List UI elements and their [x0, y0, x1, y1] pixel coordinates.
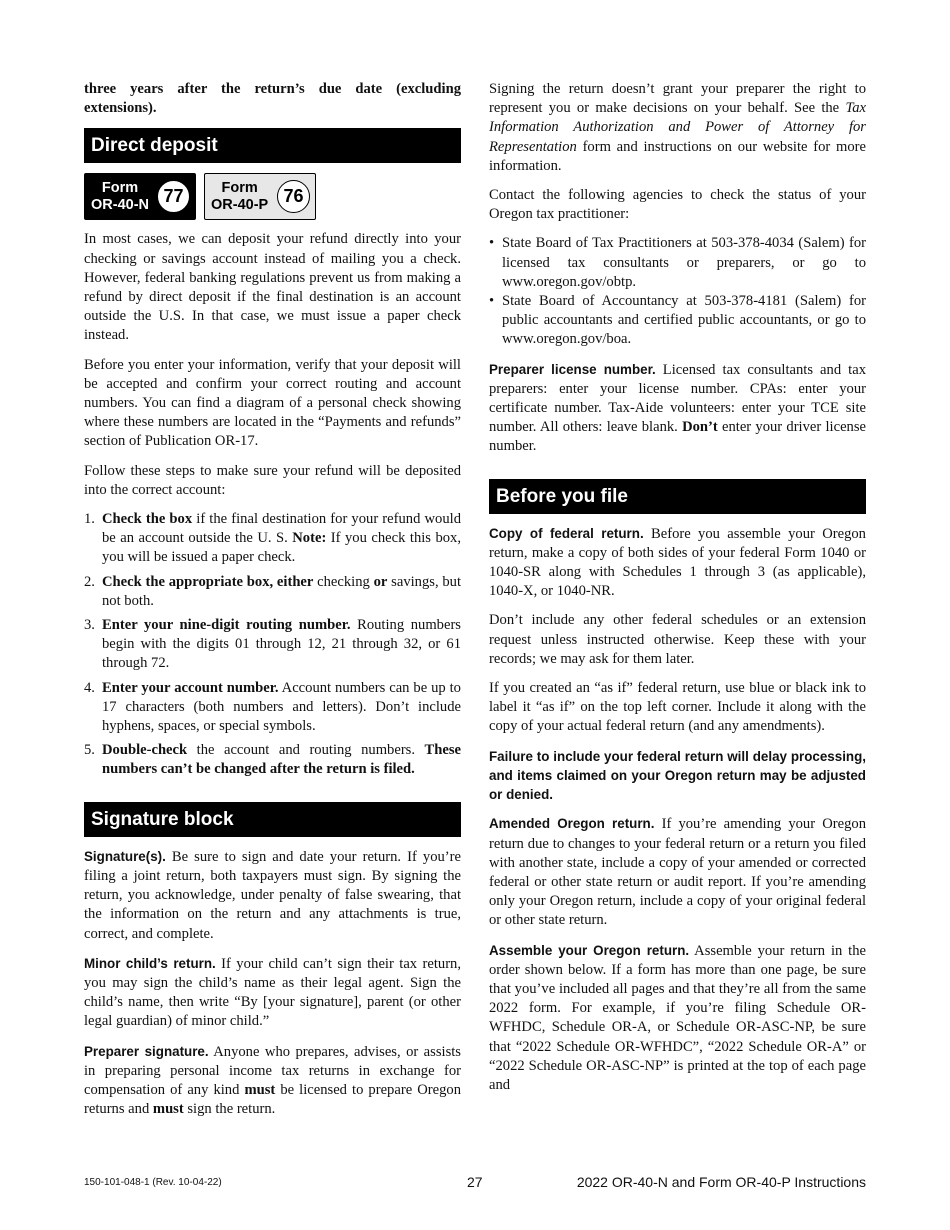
right-column — [489, 80, 866, 1105]
assemble-return-paragraph: Assemble your Oregon return. Assemble your return in the order shown below. If a form has more than one page, be sure that you’ve included all pages and that they’re all from the same 2022 form. For example, if you’re filing Schedule OR-WFHDC, Schedule OR-A, or Schedule OR-ASC-NP, be sure that “2022 Schedule OR-WFHDC”, “2022 Schedule OR-A” or “2022 Schedule OR-ASC-NP” is printed at the top of each page and — [489, 942, 866, 1093]
amended-return-paragraph: Amended Oregon return. If you’re amending your Oregon return due to changes to your federal return or a return you filed with another state, include a copy of your amended or corrected federal or other state return or audit report. If you’re amending only your Oregon return, include a copy of your original federal or other state return. — [489, 816, 866, 929]
list-item: • State Board of Accountancy at 503-378-4181 (Salem) for public accountants and certified public accountants, or go to www.oregon.gov/boa. — [489, 293, 866, 348]
dont-include-paragraph: Don’t include any other federal schedules or an extension request unless instructed otherwise. Keep these with your records; we may ask for them later. — [489, 612, 866, 667]
preparer-rights-paragraph: Signing the return doesn’t grant your preparer the right to represent you or make decisions on your behalf. See the Tax Information Authorization and Power of Attorney for Representation form and instructions on our website for more information. — [489, 81, 866, 174]
agencies-list — [489, 234, 866, 349]
list-item: 3. Enter your nine-digit routing number. Routing numbers begin with the digits 01 through 12, 21 through 32, or 61 through 72. — [84, 617, 461, 672]
direct-deposit-paragraph: Follow these steps to make sure your refund will be deposited into the correct account: — [84, 462, 461, 498]
badge-form-label: Form — [221, 179, 258, 196]
minor-child-paragraph: Minor child’s return. If your child can’t sign their tax return, you may sign the child’s name as their legal agent. Sign the child’s name, then write “By [your signature], parent (or other legal guardian) of minor child.” — [84, 955, 461, 1030]
list-item: 2. Check the appropriate box, either checking or savings, but not both. — [84, 573, 461, 609]
document-title: 2022 OR-40-N and Form OR-40-P Instructions — [576, 1174, 866, 1190]
intro-text: three years after the return’s due date (excluding extensions). — [84, 81, 461, 117]
list-item: 1. Check the box if the final destination for your refund would be an account outside the U. S. Note: If you check this box, you will be issued a paper check. — [84, 511, 461, 566]
badge-form-label: Form — [101, 179, 139, 196]
agencies-intro-paragraph: Contact the following agencies to check the status of your Oregon tax practitioner: — [489, 187, 866, 223]
list-item: 4. Enter your account number. Account numbers can be up to 17 characters (both numbers and letters). Don’t include hyphens, spaces, or special symbols. — [84, 679, 461, 735]
failure-warning: Failure to include your federal return will delay processing, and items claimed on your Oregon return may be adjusted or denied. — [489, 748, 866, 803]
page-footer — [84, 1174, 866, 1192]
direct-deposit-heading: Direct deposit — [84, 128, 461, 163]
badge-form-name: OR-40-N — [91, 196, 150, 213]
deposit-steps-list — [84, 510, 461, 780]
page-number: 27 — [467, 1174, 483, 1190]
form-or-40-p-badge — [204, 173, 316, 220]
signature-block-heading: Signature block — [84, 802, 461, 837]
direct-deposit-paragraph: In most cases, we can deposit your refund directly into your checking or savings account instead of mailing you a check. However, federal banking regulations prevent us from making a refund by direct deposit if the final destination is an account outside the U.S. In that case, we must issue a paper check instead. — [84, 231, 461, 344]
preparer-license-paragraph: Preparer license number. Licensed tax consultants and tax preparers: enter your license number. CPAs: enter your certificate number. Tax-Aide volunteers: enter your TCE site number. All others: leave blank. Don’t enter your driver license number. — [489, 361, 866, 455]
badge-form-name: OR-40-P — [211, 196, 269, 213]
preparer-signature-paragraph: Preparer signature. Anyone who prepares, advises, or assists in preparing personal income tax returns in exchange for compensation of any kind must be licensed to prepare Oregon returns and must sign the return. — [84, 1043, 461, 1118]
form-line-badges — [84, 173, 461, 220]
left-column — [84, 80, 461, 1129]
before-you-file-heading: Before you file — [489, 479, 866, 514]
badge-line-number: 77 — [157, 180, 190, 213]
form-or-40-n-badge — [84, 173, 196, 220]
direct-deposit-paragraph: Before you enter your information, verify that your deposit will be accepted and confirm your correct routing and account numbers. You can find a diagram of a personal check showing where these numbers are located in the “Payments and refunds” section of Publication OR-17. — [84, 356, 461, 450]
signature-paragraph: Signature(s). Be sure to sign and date your return. If you’re filing a joint return, both taxpayers must sign. By signing the return, you acknowledge, under penalty of false swearing, that the information on the return and any attachments is true, correct, and complete. — [84, 848, 461, 942]
copy-federal-paragraph: Copy of federal return. Before you assemble your Oregon return, make a copy of both sides of your federal Form 1040 or 1040-SR along with Schedules 1 through 3 (as applicable), 1040-X, or 1040-NR. — [489, 525, 866, 600]
badge-line-number: 76 — [277, 180, 310, 213]
list-item: 5. Double-check the account and routing numbers. These numbers can’t be changed after the return is filed. — [84, 742, 461, 778]
as-if-paragraph: If you created an “as if” federal return, use blue or black ink to label it “as if” on the top left corner. Include it along with the copy of your actual federal return (and any amendments). — [489, 680, 866, 735]
form-revision-id: 150-101-048-1 (Rev. 10-04-22) — [84, 1177, 222, 1188]
list-item: • State Board of Tax Practitioners at 503-378-4034 (Salem) for licensed tax consultants or preparers, or go to www.oregon.gov/obtp. — [489, 235, 866, 290]
